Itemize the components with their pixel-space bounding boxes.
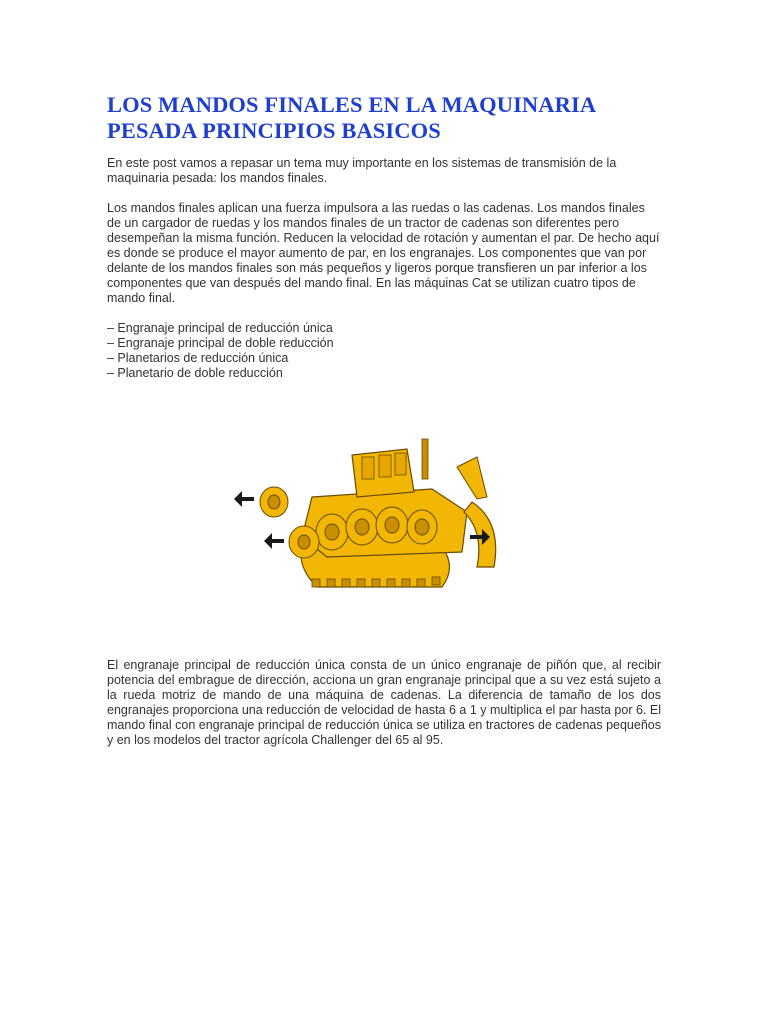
bulldozer-figure — [232, 427, 512, 602]
article-title: LOS MANDOS FINALES EN LA MAQUINARIA PESADA PRINCIPIOS BASICOS — [107, 92, 595, 143]
arrow-left-icon — [234, 491, 254, 507]
article — [107, 92, 661, 748]
list-item: – Engranaje principal de reducción única — [107, 321, 333, 335]
list-item: – Planetario de doble reducción — [107, 366, 283, 380]
list-item: – Planetarios de reducción única — [107, 351, 289, 365]
intro-paragraph: En este post vamos a repasar un tema muy importante en los sistemas de transmisión de la maquinaria pesada: los mandos finales. — [107, 156, 617, 185]
body-paragraph: Los mandos finales aplican una fuerza impulsora a las ruedas o las cadenas. Los mandos finales de un cargador de ruedas y los mandos finales de un tractor de cadenas son diferentes pero desempeñan la misma función. Reducen la velocidad de rotación y aumentan el par. De hecho aquí es donde se produce el mayor aumento de par, en los engranajes. Los componentes que van por delante de los mandos finales son más pequeños y ligeros porque transfieren un par inferior a los componentes que van después del mando final. En las máquinas Cat se utilizan cuatro tipos de mando final. — [107, 201, 660, 305]
drive-types-list — [107, 321, 661, 381]
arrow-left-icon — [264, 533, 284, 549]
bulldozer-final-drive-illustration — [232, 427, 512, 602]
after-figure-paragraph: El engranaje principal de reducción única consta de un único engranaje de piñón que, al recibir potencia del embrague de dirección, acciona un gran engranaje principal que a su vez está sujeto a la rueda motriz de mando de una máquina de cadenas. La diferencia de tamaño de los dos engranajes proporciona una reducción de velocidad de hasta 6 a 1 y multiplica el par hasta por 6. El mando final con engranaje principal de reducción única se utiliza en tractores de cadenas pequeños y en los modelos del tractor agrícola Challenger del 65 al 95. — [107, 658, 661, 747]
list-item: – Engranaje principal de doble reducción — [107, 336, 334, 350]
